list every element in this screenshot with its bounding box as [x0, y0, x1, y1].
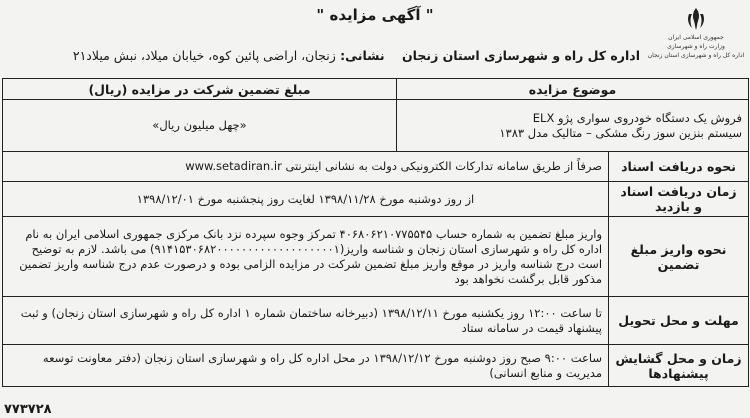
subject-line-2: سیستم بنزین سوز رنگ مشکی – متالیک مدل ۱۳۸۳ — [499, 125, 743, 140]
emblem-line-3: اداره کل راه و شهرسازی استان زنجان — [647, 52, 745, 59]
row-text-opening: ساعت ۹:۰۰ صبح روز دوشنبه مورخ ۱۳۹۸/۱۲/۱۲ در محل اداره کل راه و شهرسازی استان زنجان (دفتر معاونت توسعه مدیریت و منابع انسانی) — [3, 345, 609, 387]
organization-address: زنجان، اراضی پائین کوه، خیابان میلاد، نبش میلاد۲۱ — [72, 48, 336, 63]
row-label-deposit-method: نحوه واریز مبلغ تضمین — [609, 217, 749, 297]
subject-header: موضوع مزایده — [397, 79, 749, 100]
subject-line-1: فروش یک دستگاه خودروی سواری پژو ELX — [532, 110, 743, 125]
address-label: نشانی: — [340, 48, 385, 63]
row-text-deadline: تا ساعت ۱۲:۰۰ روز یکشنبه مورخ ۱۳۹۸/۱۲/۱۱ (دبیرخانه ساختمان شماره ۱ اداره کل راه و شهرسازی استان زنجان) و ثبت پیشنهاد قیمت در سامانه ستاد — [3, 297, 609, 345]
row-text-deposit-method: واریز مبلغ تضمین به شماره حساب ۴۰۶۸۰۶۲۱۰۷۷۵۵۴۵ تمرکز وجوه سپرده نزد بانک مرکزی جمهوری اسلامی ایران به نام اداره کل راه و شهرسازی استان زنجان و شناسه واریز(۹۱۴۱۵۳۰۶۸۲۰۰۰۰۰۰۰۰۰۰۰۰۰۰۰۰۰۰۰۱) می باشد. لازم به توضیح است درج شناسه واریز در موقع واریز مبلغ تضمین شرکت در مزایده الزامی بوده و درصورت عدم درج شناسه واریز تضمین مذکور قابل برگشت نخواهد بود — [3, 217, 609, 297]
row-label-deadline: مهلت و محل تحویل — [609, 297, 749, 345]
emblem-line-2: وزارت راه و شهرسازی — [667, 43, 725, 50]
row-text-visit-time: از روز دوشنبه مورخ ۱۳۹۸/۱۱/۲۸ لغایت روز پنجشنبه مورخ ۱۳۹۸/۱۲/۰۱ — [3, 182, 609, 217]
documents-text: صرفاً از طریق سامانه تدارکات الکترونیکی دولت به نشانی اینترنتی www.setadiran.ir — [185, 159, 603, 173]
row-label-visit-time: زمان دریافت اسناد و بازدید — [609, 182, 749, 217]
row-label-opening: زمان و محل گشایش پیشنهادها — [609, 345, 749, 387]
page-title: " آگهی مزایده " — [316, 6, 434, 24]
organization-name: اداره کل راه و شهرسازی استان زنجان — [402, 48, 640, 63]
auction-table — [2, 78, 749, 387]
organization-line — [6, 48, 640, 63]
deposit-amount: «چهل میلیون ریال» — [3, 100, 397, 152]
emblem-line-1: جمهوری اسلامی ایران — [668, 34, 724, 41]
deposit-header: مبلغ تضمین شرکت در مزایده (ریال) — [3, 79, 397, 100]
row-text-documents — [3, 152, 609, 182]
subject-cell — [397, 100, 749, 152]
row-label-documents: نحوه دریافت اسناد — [609, 152, 749, 182]
ad-number: ۷۷۳۷۲۸ — [4, 402, 52, 417]
